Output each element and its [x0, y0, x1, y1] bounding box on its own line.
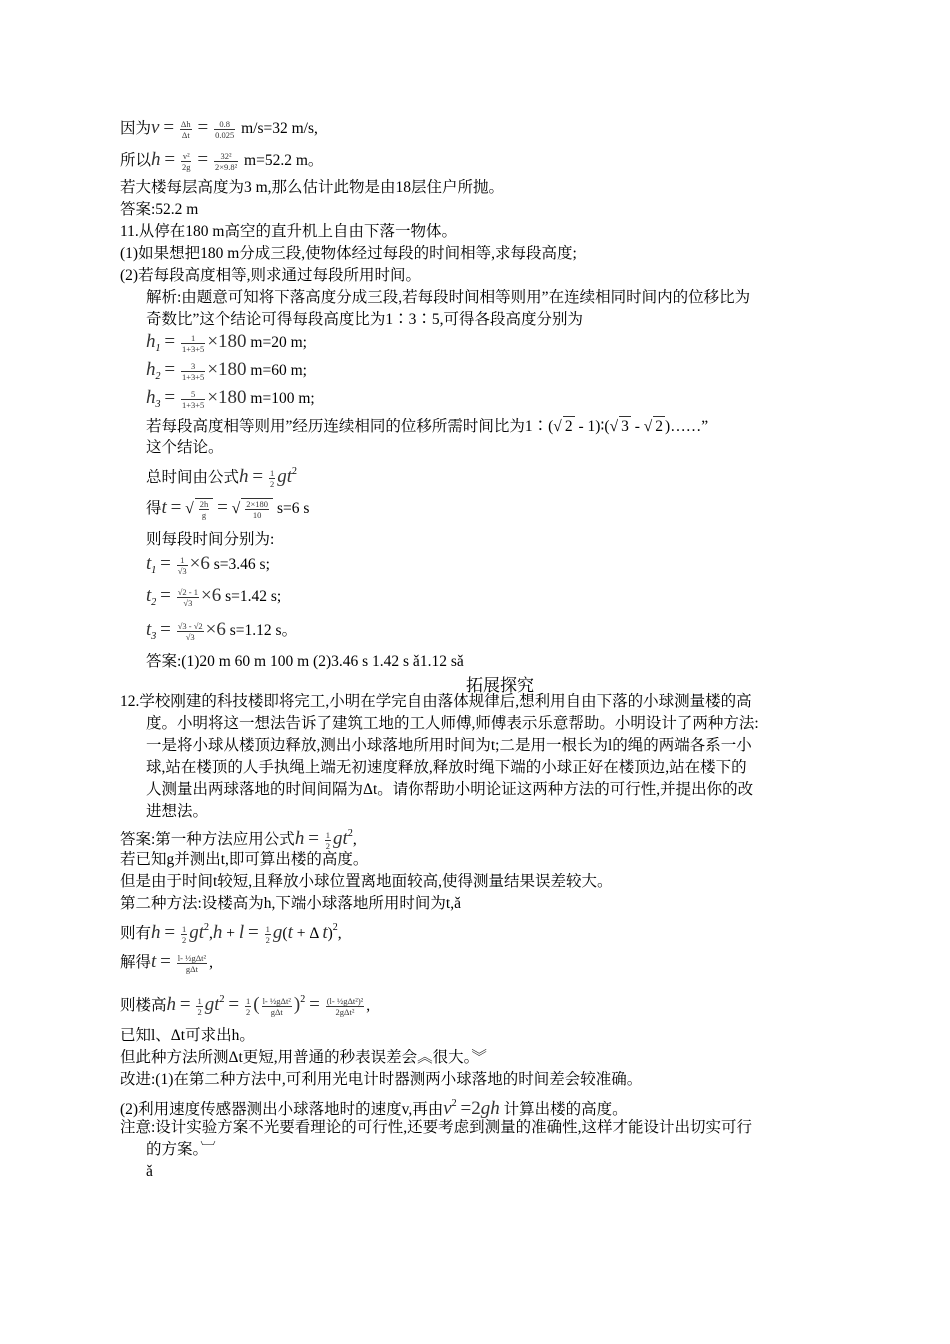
line-height-calc: 所以h = $\frac{\text{v²}}{2g}$ = $\frac{\text{32²}}{\text{2×9.8²}}$ m=52.2 m。: [120, 149, 324, 172]
analysis-line2: 奇数比”这个结论可得每段高度比为1∶3∶5,可得各段高度分别为: [146, 311, 584, 328]
t2-formula: $t_2$ = $\frac{√2 - 1}{√3}$ ×6 s=1.42 s;: [146, 585, 282, 608]
improvement-1: 改进:(1)在第二种方法中,可利用光电计时器测两小球落地的时间差会较准确。: [120, 1071, 643, 1088]
conclusion-line: 这个结论。: [146, 439, 224, 456]
t-formula: 得t = √ $\frac{2h}{g}$ = √ $\frac{2\times 180}{10}$ s=6 s: [146, 497, 310, 520]
question-11: 11.从停在180 m高空的直升机上自由下落一物体。: [120, 223, 457, 240]
question-12-line4: 球,站在楼顶的人手执绳上端无初速度释放,释放时绳下端的小球正好在楼顶边,站在楼下的: [146, 759, 747, 776]
method2-intro: 第二种方法:设楼高为h,下端小球落地所用时间为t,ǎ: [120, 895, 461, 912]
t3-formula: $t_3$ = $\frac{√3 - √2}{√3}$ ×6 s=1.12 s。: [146, 619, 298, 642]
h2-formula: $h_2$ = $\frac{3}{1+3+5}$ ×180 m=60 m;: [146, 359, 307, 382]
time-ratio-line: 若每段高度相等则用”经历连续相同的位移所需时间比为1∶(√ 2 - 1)∶(√ 3 - √ 2 )……”: [146, 418, 709, 435]
building-height-equation: 则楼高h = $\frac{1}{2}$ $gt^2$ = $\frac{1}{2}$ ( l- ½gΔt² gΔt )$^2$ = (l- ½gΔt²)² 2gΔt² ,: [120, 994, 371, 1017]
line-floor-estimate: 若大楼每层高度为3 m,那么估计此物是由18层住户所抛。: [120, 179, 505, 196]
improvement-2: (2)利用速度传感器测出小球落地时的速度v,再由$v^2 =2gh$ 计算出楼的高度。: [120, 1098, 628, 1119]
question-12-line2: 度。小明将这一想法告诉了建筑工地的工人师傅,师傅表示乐意帮助。小明设计了两种方法:: [146, 715, 759, 732]
solve-t-equation: 解得t = l- ½gΔt² gΔt ,: [120, 951, 213, 974]
attention-line1: 注意:设计实验方案不光要看理论的可行性,还要考虑到测量的准确性,这样才能设计出切实可行: [120, 1119, 753, 1136]
h1-formula: $h_1$ = $\frac{1}{1+3+5}$ ×180 m=20 m;: [146, 331, 307, 354]
section-heading: 拓展探究: [466, 676, 534, 695]
line-velocity: 因为v = $\frac{\Delta h}{\Delta t}$ = $\frac{0.8}{0.025}$ m/s=32 m/s,: [120, 117, 318, 140]
segment-times-intro: 则每段时间分别为:: [146, 531, 275, 548]
analysis-line1: 解析:由题意可知将下落高度分成三段,若每段时间相等则用”在连续相同时间内的位移比为: [146, 289, 751, 306]
method2-equations: 则有h = $\frac{1}{2}$ $gt^2,h + l$ = $\frac{1}{2}$ g(t + Δ t)$^2$,: [120, 922, 342, 945]
question-12-line5: 人测量出两球落地的时间间隔为Δt。请你帮助小明论证这两种方法的可行性,并提出你的改: [146, 781, 754, 798]
question-12-line1: 12.学校刚建的科技楼即将完工,小明在学完自由落体规律后,想利用自由下落的小球测量楼的高: [120, 693, 752, 710]
answer-10: 答案:52.2 m: [120, 201, 199, 218]
trailing-mark: ǎ: [146, 1163, 153, 1180]
known-values-line: 已知l、Δt可求出h。: [120, 1027, 255, 1044]
attention-line2: 的方案。︺: [146, 1141, 216, 1158]
total-time-formula: 总时间由公式h = $\frac{1}{2}$ $gt^2$: [146, 466, 298, 489]
method1-note1: 若已知g并测出t,即可算出楼的高度。: [120, 851, 369, 868]
question-12-line3: 一是将小球从楼顶边释放,测出小球落地所用时间为t;二是用一根长为l的绳的两端各系一小: [146, 737, 752, 754]
h3-formula: $h_3$ = $\frac{5}{1+3+5}$ ×180 m=100 m;: [146, 387, 315, 410]
error-note-line: 但此种方法所测Δt更短,用普通的秒表误差会︽很大。︾: [120, 1049, 487, 1066]
t1-formula: $t_1$ = $\frac{1}{√3}$ ×6 s=3.46 s;: [146, 553, 270, 576]
answer-12-method1: 答案:第一种方法应用公式h = $\frac{1}{2}$ $gt^2$,: [120, 828, 357, 851]
question-11-part2: (2)若每段高度相等,则求通过每段所用时间。: [120, 267, 421, 284]
answer-11: 答案:(1)20 m 60 m 100 m (2)3.46 s 1.42 s ǎ1.12 sǎ: [146, 653, 464, 670]
method1-note2: 但是由于时间t较短,且释放小球位置离地面较高,使得测量结果误差较大。: [120, 873, 613, 890]
question-11-part1: (1)如果想把180 m分成三段,使物体经过每段的时间相等,求每段高度;: [120, 245, 577, 262]
question-12-line6: 进想法。: [146, 803, 209, 820]
